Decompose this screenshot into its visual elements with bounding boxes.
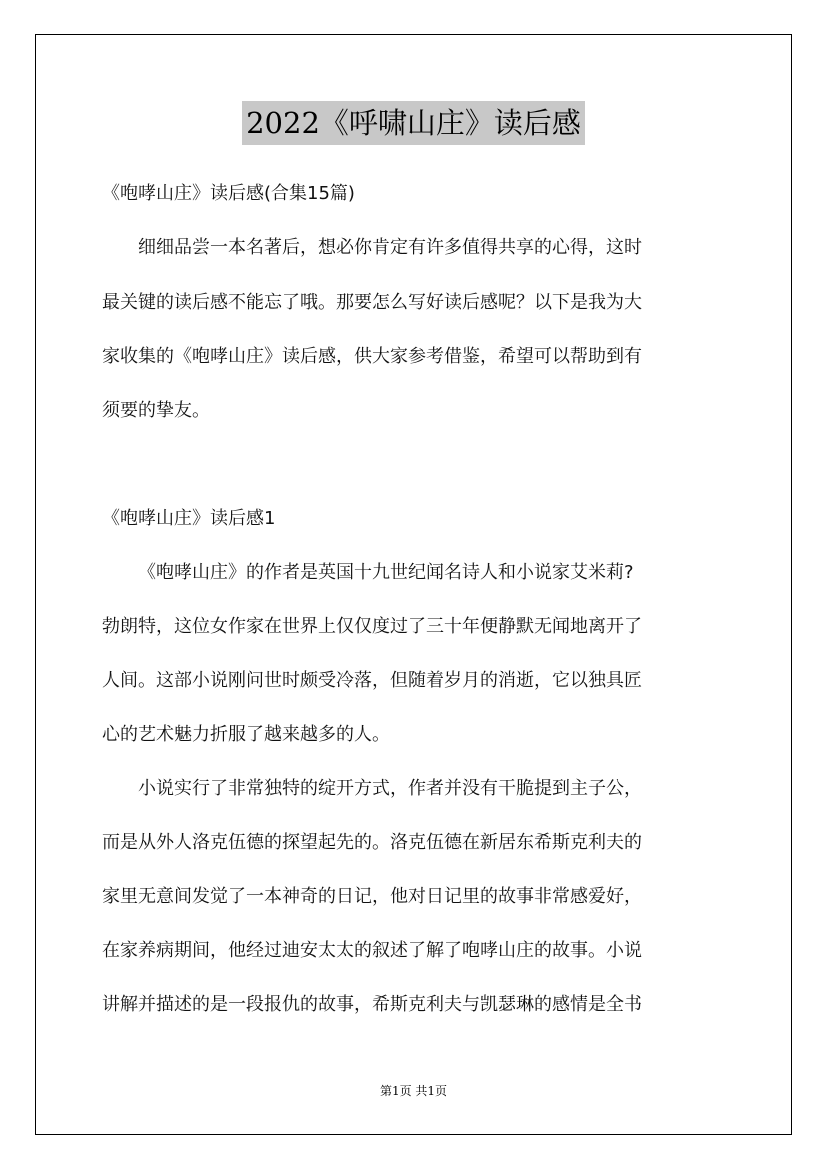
intro-line: 最关键的读后感不能忘了哦。那要怎么写好读后感呢？以下是我为大 — [102, 292, 642, 313]
paragraph-line: 勃朗特，这位女作家在世界上仅仅度过了三十年便静默无闻地离开了 — [102, 616, 642, 637]
paragraph-line: 小说实行了非常独特的绽开方式，作者并没有干脆提到主子公， — [138, 778, 642, 799]
paragraph-line: 《咆哮山庄》的作者是英国十九世纪闻名诗人和小说家艾米莉? — [138, 562, 634, 583]
paragraph-line: 家里无意间发觉了一本神奇的日记，他对日记里的故事非常感爱好， — [102, 886, 642, 907]
intro-line: 须要的挚友。 — [102, 400, 210, 421]
intro-line: 家收集的《咆哮山庄》读后感，供大家参考借鉴，希望可以帮助到有 — [102, 346, 642, 367]
intro-line: 细细品尝一本名著后，想必你肯定有许多值得共享的心得，这时 — [138, 237, 642, 258]
paragraph-line: 在家养病期间，他经过迪安太太的叙述了解了咆哮山庄的故事。小说 — [102, 940, 642, 961]
subtitle: 《咆哮山庄》读后感(合集15篇) — [102, 183, 355, 204]
section-heading: 《咆哮山庄》读后感1 — [102, 508, 276, 529]
document-title: 2022《呼啸山庄》读后感 — [242, 101, 585, 145]
paragraph-line: 讲解并描述的是一段报仇的故事，希斯克利夫与凯瑟琳的感情是全书 — [102, 994, 642, 1015]
page-footer: 第1页 共1页 — [379, 1084, 448, 1098]
paragraph-line: 而是从外人洛克伍德的探望起先的。洛克伍德在新居东希斯克利夫的 — [102, 832, 642, 853]
paragraph-line: 心的艺术魅力折服了越来越多的人。 — [102, 724, 390, 745]
paragraph-line: 人间。这部小说刚问世时颇受冷落，但随着岁月的消逝，它以独具匠 — [102, 670, 642, 691]
title-container — [0, 101, 827, 145]
